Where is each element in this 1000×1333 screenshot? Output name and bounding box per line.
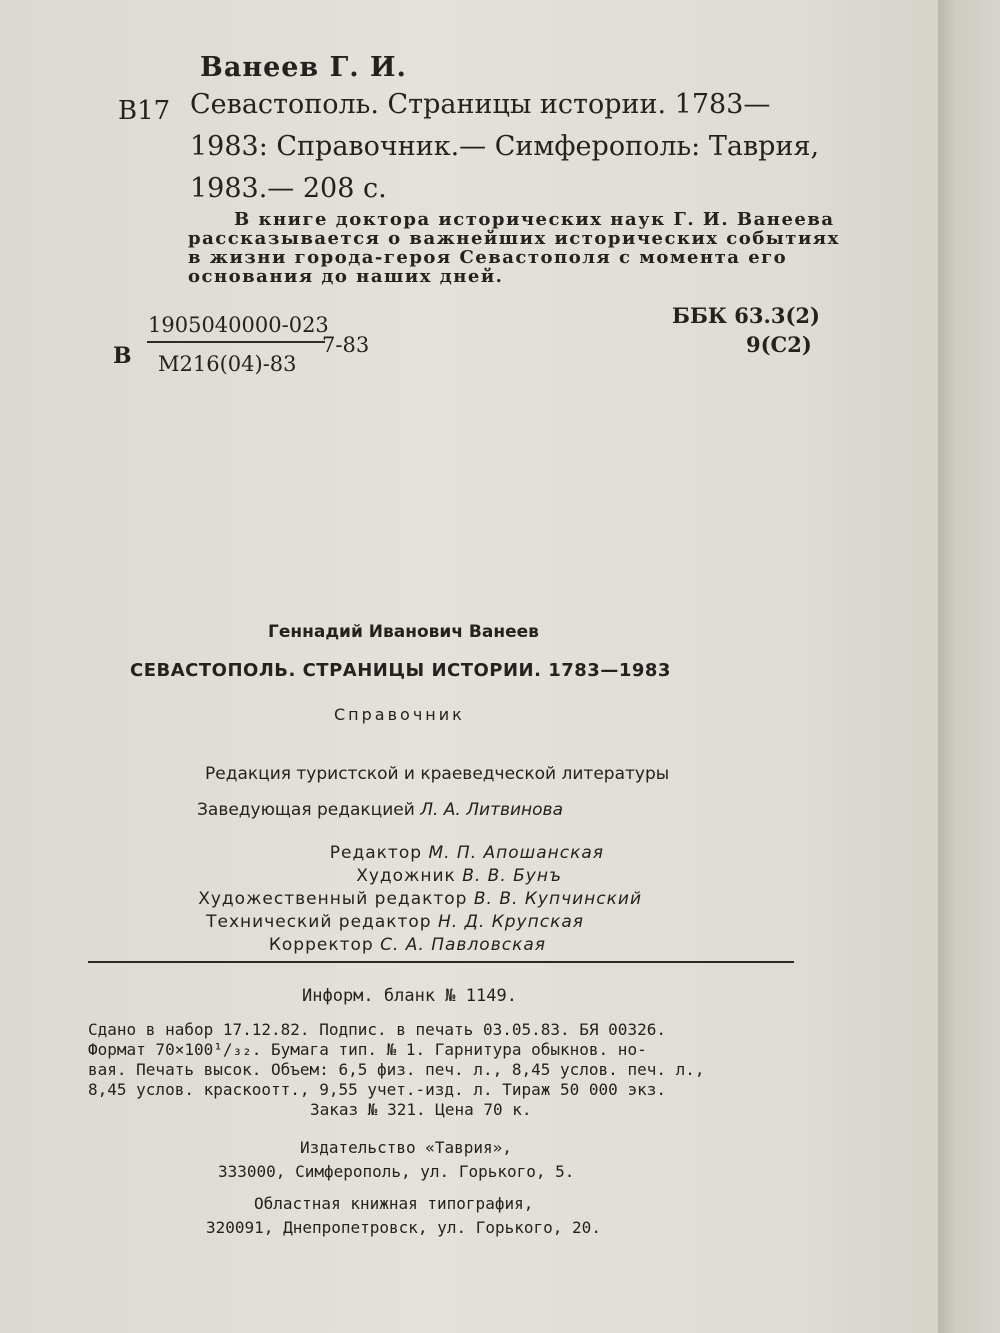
horizontal-divider — [88, 961, 794, 963]
card-bibliographic-description — [190, 84, 819, 210]
credit-line — [198, 934, 546, 957]
print-line: 8,45 услов. краскоотт., 9,55 учет.-изд. л. Тираж 50 000 экз. — [88, 1080, 666, 1099]
credit-name: В. В. Купчинский — [473, 889, 642, 909]
publisher-line: 333000, Симферополь, ул. Горького, 5. — [218, 1162, 575, 1181]
isbn-numerator: 1905040000-023 — [148, 313, 329, 337]
book-title: СЕВАСТОПОЛЬ. СТРАНИЦЫ ИСТОРИИ. 1783—1983 — [130, 660, 671, 681]
printer-line: Областная книжная типография, — [254, 1194, 534, 1213]
card-classification-code: В17 — [118, 96, 171, 126]
adjacent-page-edge — [938, 0, 1000, 1333]
credit-role: Художник — [356, 866, 456, 886]
abstract-line: в жизни города-героя Севастополя с момента его — [188, 247, 788, 268]
publisher-line: Издательство «Таврия», — [300, 1138, 512, 1157]
publisher-info — [214, 1136, 574, 1184]
head-name: Л. А. Литвинова — [420, 800, 563, 820]
card-author: Ванеев Г. И. — [200, 52, 407, 83]
credit-name: М. П. Апошанская — [428, 843, 604, 863]
abstract-line: рассказывается о важнейших исторических событиях — [188, 228, 840, 249]
printer-info — [206, 1192, 601, 1240]
print-line: Формат 70×100¹/₃₂. Бумага тип. № 1. Гарнитура обыкнов. но- — [88, 1040, 647, 1059]
credit-role: Корректор — [268, 935, 374, 955]
credit-line — [198, 842, 604, 865]
credit-name: С. А. Павловская — [380, 935, 546, 955]
abstract-line: основания до наших дней. — [188, 266, 504, 287]
credit-line — [198, 865, 562, 888]
credit-role: Технический редактор — [206, 912, 432, 932]
bib-line: Севастополь. Страницы истории. 1783— — [190, 89, 771, 120]
print-line: Заказ № 321. Цена 70 к. — [310, 1100, 532, 1119]
credit-name: В. В. Бунъ — [462, 866, 562, 886]
bbk-index-line1: ББК 63.3(2) — [672, 303, 820, 328]
credit-name: Н. Д. Крупская — [438, 912, 584, 932]
isbn-denominator: М216(04)-83 — [158, 352, 297, 376]
isbn-fraction-line — [147, 341, 325, 343]
credit-line — [198, 888, 642, 911]
editorial-office: Редакция туристской и краеведческой литературы — [205, 764, 670, 784]
book-genre: Справочник — [334, 705, 465, 724]
print-details — [88, 1020, 705, 1120]
print-line: Сдано в набор 17.12.82. Подпис. в печать 03.05.83. БЯ 00326. — [88, 1020, 666, 1039]
credits-block — [198, 842, 642, 957]
credit-role: Художественный редактор — [198, 889, 468, 909]
head-label: Заведующая редакцией — [197, 800, 415, 820]
credit-line — [198, 911, 584, 934]
abstract-line: В книге доктора исторических наук Г. И. Ванеева — [234, 209, 835, 230]
bib-line: 1983.— 208 с. — [190, 173, 387, 204]
head-of-editorial — [197, 800, 563, 820]
bbk-index-line2: 9(С2) — [746, 332, 812, 357]
bib-line: 1983: Справочник.— Симферополь: Таврия, — [190, 131, 820, 162]
print-line: вая. Печать высок. Объем: 6,5 физ. печ. л., 8,45 услов. печ. л., — [88, 1060, 705, 1079]
author-full-name: Геннадий Иванович Ванеев — [268, 622, 539, 642]
isbn-letter: В — [113, 343, 132, 369]
credit-role: Редактор — [329, 843, 423, 863]
card-abstract — [188, 210, 840, 286]
inform-blank: Информ. бланк № 1149. — [302, 986, 517, 1006]
isbn-suffix: 7-83 — [322, 333, 370, 357]
printer-line: 320091, Днепропетровск, ул. Горького, 20. — [206, 1218, 601, 1237]
